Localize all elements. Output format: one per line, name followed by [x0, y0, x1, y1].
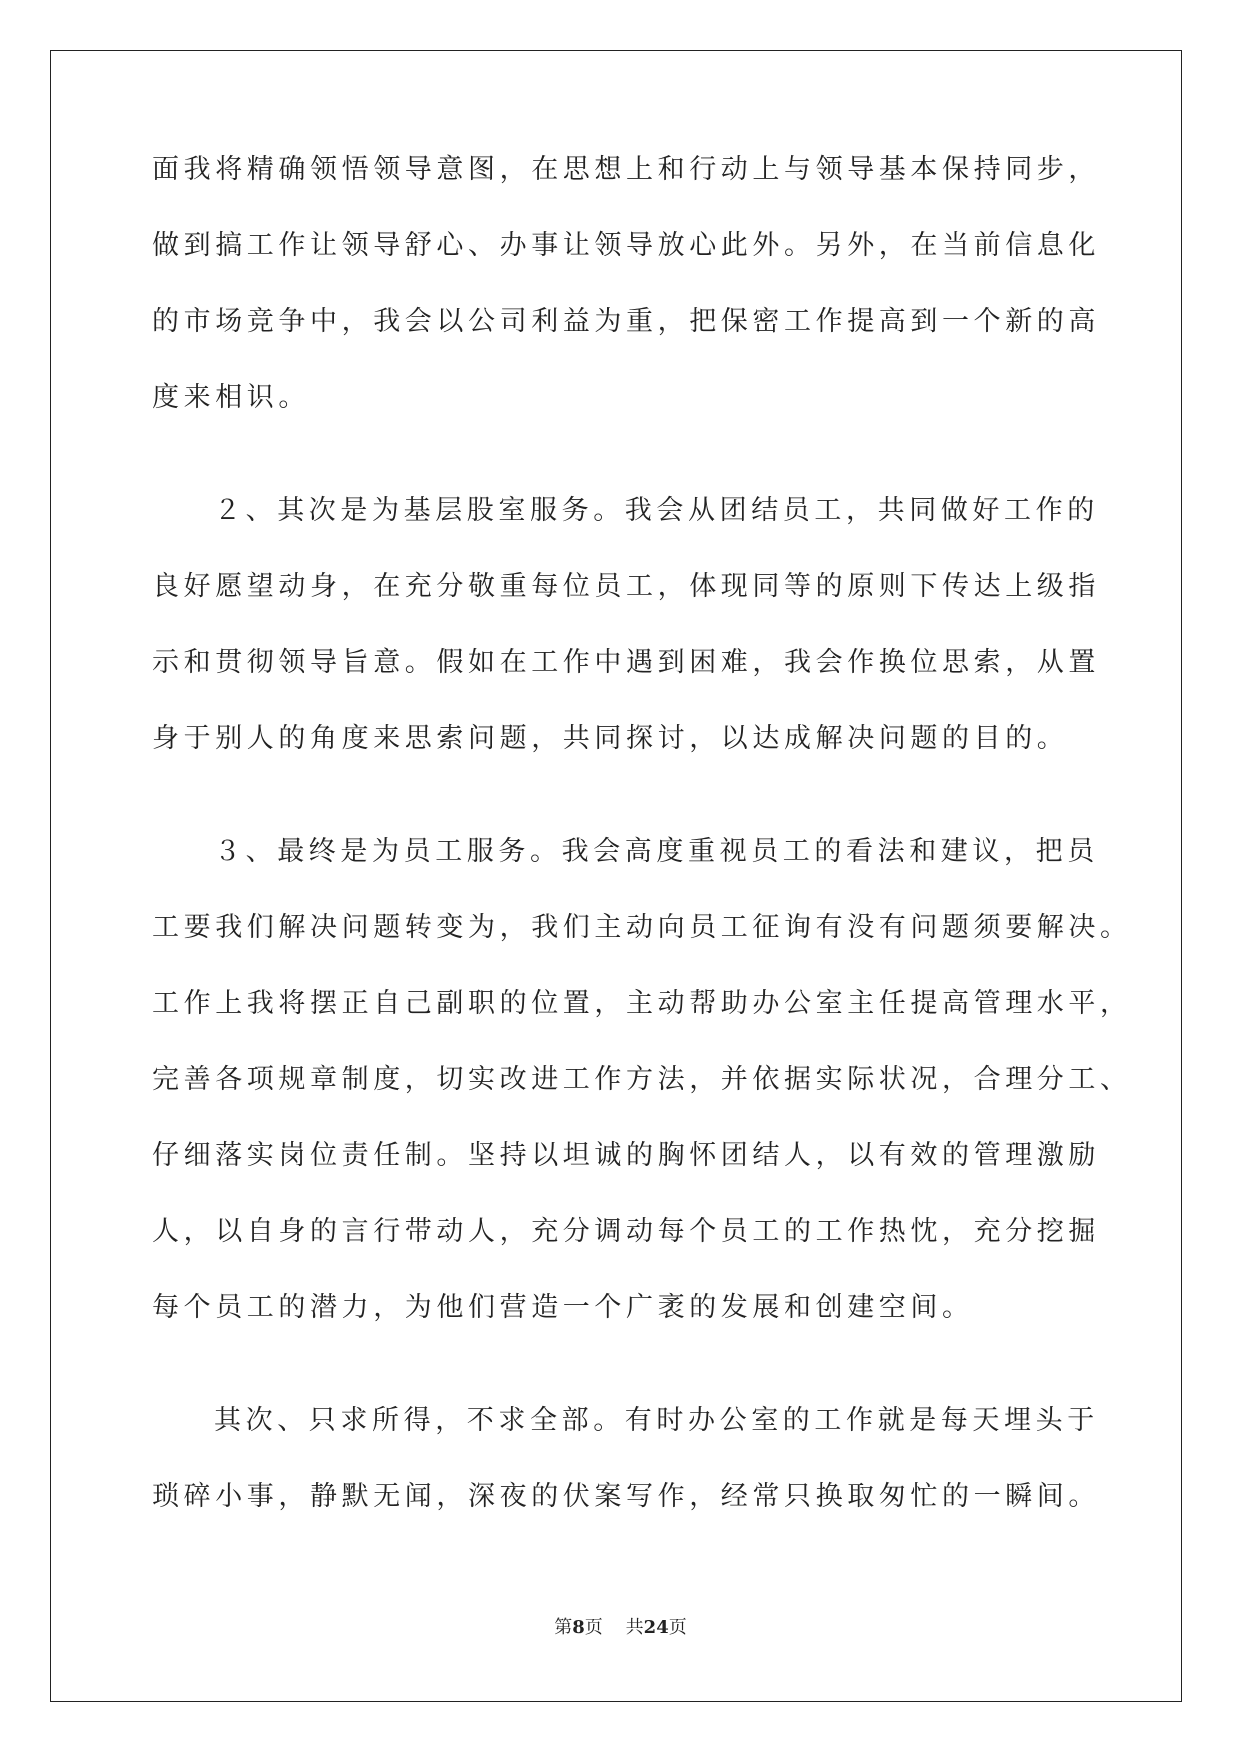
text-line: 完善各项规章制度，切实改进工作方法，并依据实际状况，合理分工、	[152, 1064, 1132, 1095]
text-line: 的市场竞争中，我会以公司利益为重，把保密工作提高到一个新的高	[152, 306, 1100, 337]
text-line: 身于别人的角度来思索问题，共同探讨，以达成解决问题的目的。	[152, 723, 1069, 754]
text-line: 面我将精确领悟领导意图，在思想上和行动上与领导基本保持同步，	[152, 154, 1100, 185]
text-line: 琐碎小事，静默无闻，深夜的伏案写作，经常只换取匆忙的一瞬间。	[152, 1481, 1100, 1512]
text-line: ２、其次是为基层股室服务。我会从团结员工，共同做好工作的	[214, 495, 1099, 526]
text-line: 其次、只求所得，不求全部。有时办公室的工作就是每天埋头于	[214, 1405, 1099, 1436]
total-pages: 24	[643, 1617, 669, 1638]
text-line: 仔细落实岗位责任制。坚持以坦诚的胸怀团结人，以有效的管理激励	[152, 1140, 1100, 1171]
page-suffix: 页	[584, 1617, 603, 1638]
text-line: 良好愿望动身，在充分敬重每位员工，体现同等的原则下传达上级指	[152, 571, 1100, 602]
text-line: 每个员工的潜力，为他们营造一个广袤的发展和创建空间。	[152, 1292, 974, 1323]
total-prefix: 共	[625, 1617, 644, 1638]
text-line: ３、最终是为员工服务。我会高度重视员工的看法和建议，把员	[214, 836, 1099, 867]
text-line: 度来相识。	[152, 382, 310, 413]
text-line: 做到搞工作让领导舒心、办事让领导放心此外。另外，在当前信息化	[152, 230, 1100, 261]
text-line: 人，以自身的言行带动人，充分调动每个员工的工作热忱，充分挖掘	[152, 1216, 1100, 1247]
page-border	[50, 50, 1182, 1702]
page-footer	[0, 1616, 1241, 1640]
text-line: 示和贯彻领导旨意。假如在工作中遇到困难，我会作换位思索，从置	[152, 647, 1100, 678]
text-line: 工要我们解决问题转变为，我们主动向员工征询有没有问题须要解决。	[152, 912, 1132, 943]
page-number: 8	[572, 1617, 585, 1638]
page-prefix: 第	[554, 1617, 573, 1638]
total-suffix: 页	[668, 1617, 687, 1638]
text-line: 工作上我将摆正自己副职的位置，主动帮助办公室主任提高管理水平，	[152, 988, 1132, 1019]
